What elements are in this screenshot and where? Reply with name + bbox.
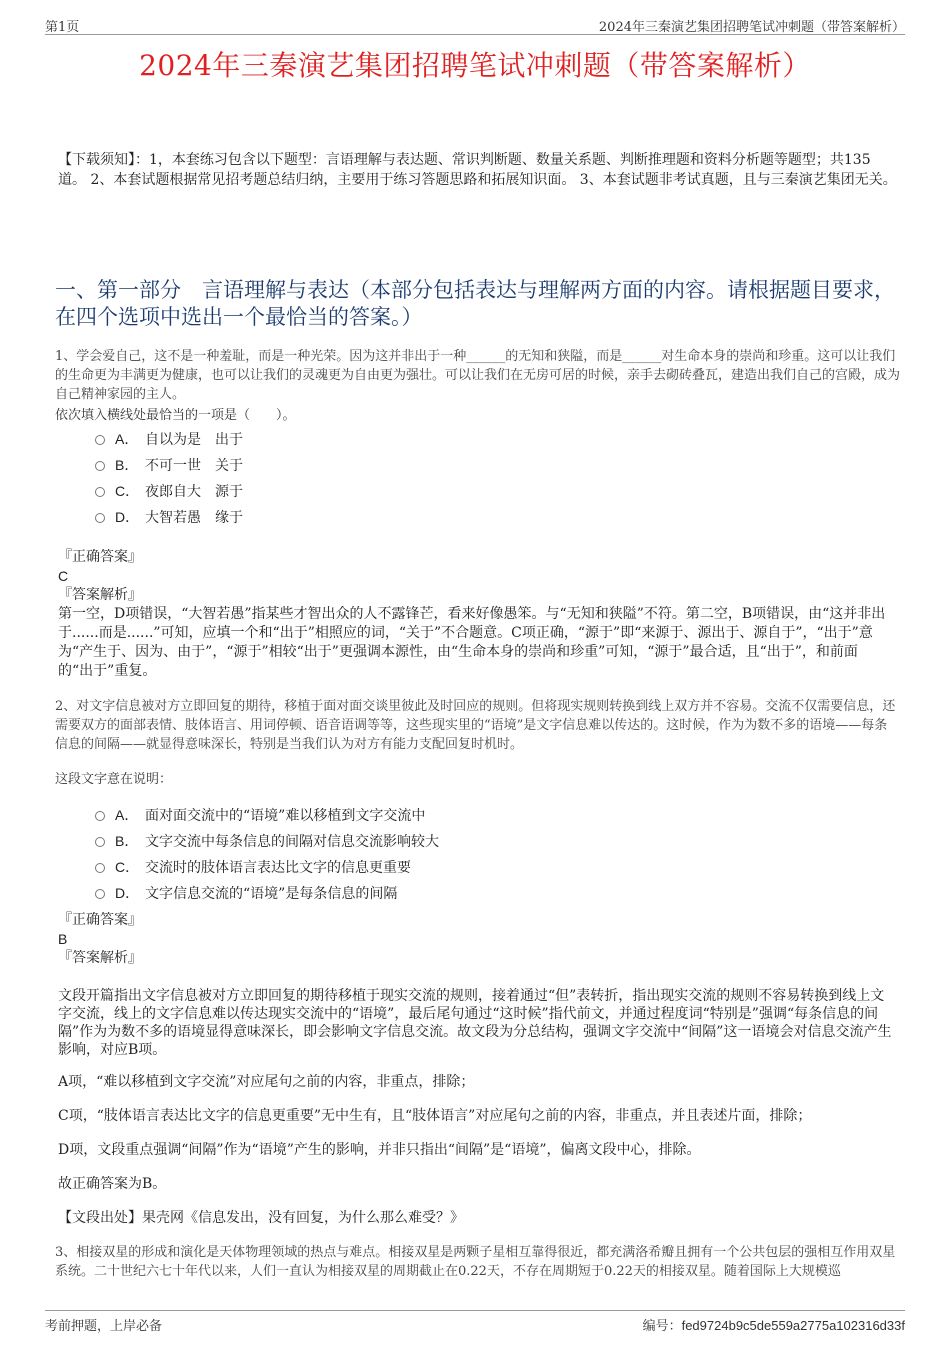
q1-answer-block	[58, 548, 893, 681]
analysis-text: 第一空，D项错误，“大智若愚”指某些才智出众的人不露锋芒，看来好像愚笨。与“无知和狭隘”不符。第二空，B项错误，由“这并非出于......而是......”可知，应填一个和“出于”相照应的词，“关于”不合题意。C项正确，“源于”即“来源于、源出于、源自于”，“出于”意为“产生于、因为、由于”，“源于”相较“出于”更强调本源性，由“生命本身的崇尚和珍重”可知，“源于”最合适，且“出于”，和前面的“出于”重复。	[58, 606, 886, 679]
analysis-label: 『答案解析』	[58, 950, 142, 966]
radio-icon[interactable]	[95, 435, 105, 445]
q1-option-b[interactable]: B． 不可一世 关于	[95, 452, 243, 478]
q2-answer-block	[58, 911, 893, 968]
q2-option-d[interactable]: D． 文字信息交流的“语境”是每条信息的间隔	[95, 880, 439, 906]
q2-stem: 2、对文字信息被对方立即回复的期待，移植于面对面交谈里彼此及时回应的规则。但将现实规则转换到线上双方并不容易。交流不仅需要信息，还需要双方的面部表情、肢体语言、用词停顿、语音语调等等，这些现实里的“语境”是文字信息难以传达的。这时候，作为为数不多的语境——每条信息的间隔——就显得意味深长，特别是当我们认为对方有能力支配回复时机时。	[55, 699, 896, 752]
radio-icon[interactable]	[95, 837, 105, 847]
q2-options	[95, 802, 439, 906]
q1-prompt: 依次填入横线处最恰当的一项是（ ）。	[55, 408, 296, 423]
q2-analysis-a: A项，“难以移植到文字交流”对应尾句之前的内容，非重点，排除；	[58, 1074, 475, 1090]
download-notice: 【下载须知】：1，本套练习包含以下题型：言语理解与表达题、常识判断题、数量关系题、判断推理题和资料分析题等题型；共135道。 2、本套试题根据常见招考题总结归纳，主要用于练习答题思路和拓展知识面。 3、本套试题非考试真题，且与三秦演艺集团无关。	[58, 152, 897, 188]
q2-prompt: 这段文字意在说明：	[55, 772, 173, 787]
header-doc-title: 2024年三秦演艺集团招聘笔试冲刺题（带答案解析）	[598, 20, 905, 35]
q2-source: 【文段出处】果壳网《信息发出，没有回复，为什么那么难受？》	[58, 1210, 464, 1226]
q2-analysis-c: C项，“肢体语言表达比文字的信息更重要”无中生有，且“肢体语言”对应尾句之前的内容，非重点，并且表述片面，排除；	[58, 1108, 812, 1124]
radio-icon[interactable]	[95, 487, 105, 497]
q2-option-c[interactable]: C． 交流时的肢体语言表达比文字的信息更重要	[95, 854, 439, 880]
q3-stem: 3、相接双星的形成和演化是天体物理领域的热点与难点。相接双星是两颗子星相互靠得很近，都充满洛希瓣且拥有一个公共包层的强相互作用双星系统。二十世纪六七十年代以来，人们一直认为相接双星的周期截止在0.22天，不存在周期短于0.22天的相接双星。随着国际上大规模巡	[55, 1245, 896, 1279]
radio-icon[interactable]	[95, 513, 105, 523]
radio-icon[interactable]	[95, 811, 105, 821]
page-header	[45, 14, 905, 35]
q1-stem: 1、学会爱自己，这不是一种羞耻，而是一种光荣。因为这并非出于一种______的无知和狭隘，而是______对生命本身的崇尚和珍重。这可以让我们的生命更为丰满更为健康，也可以让我们的灵魂更为自由更为强壮。可以让我们在无房可居的时候，亲手去砌砖叠瓦，建造出我们自己的宫殿，成为自己精神家园的主人。	[55, 349, 901, 402]
q2-analysis-d: D项，文段重点强调“间隔”作为“语境”产生的影响，并非只指出“间隔”是“语境”，偏离文段中心，排除。	[58, 1142, 701, 1158]
radio-icon[interactable]	[95, 863, 105, 873]
q2-option-a[interactable]: A． 面对面交流中的“语境”难以移植到文字交流中	[95, 802, 439, 828]
correct-answer: C	[58, 568, 69, 584]
q2-analysis-main: 文段开篇指出文字信息被对方立即回复的期待移植于现实交流的规则，接着通过“但”表转折，指出现实交流的规则不容易转换到线上文字交流，线上的文字信息难以传达现实交流中的“语境”，最后尾句通过“这时候”指代前文，并通过程度词“特别是”强调“每条信息的间隔”作为为数不多的语境显得意味深长，即会影响文字信息交流。故文段为分总结构，强调文字交流中“间隔”这一语境会对信息交流产生影响，对应B项。	[58, 988, 892, 1058]
section-heading: 一、第一部分 言语理解与表达（本部分包括表达与理解两方面的内容。请根据题目要求，在四个选项中选出一个最恰当的答案。）	[55, 278, 895, 329]
footer-slogan: 考前押题，上岸必备	[45, 1319, 163, 1334]
page-number: 第1页	[45, 20, 80, 35]
footer-doc-id: 编号：fed9724b9c5de559a2775a102316d33f	[642, 1318, 905, 1333]
radio-icon[interactable]	[95, 889, 105, 899]
answer-label: 『正确答案』	[58, 549, 142, 565]
page-footer	[45, 1310, 905, 1334]
q2-conclusion: 故正确答案为B。	[58, 1176, 167, 1192]
q1-options	[95, 426, 243, 530]
answer-label: 『正确答案』	[58, 912, 142, 928]
document-title: 2024年三秦演艺集团招聘笔试冲刺题（带答案解析）	[139, 49, 811, 82]
q1-option-c[interactable]: C． 夜郎自大 源于	[95, 478, 243, 504]
q1-option-a[interactable]: A． 自以为是 出于	[95, 426, 243, 452]
radio-icon[interactable]	[95, 461, 105, 471]
analysis-label: 『答案解析』	[58, 587, 142, 603]
correct-answer: B	[58, 931, 68, 947]
q1-option-d[interactable]: D． 大智若愚 缘于	[95, 504, 243, 530]
q2-option-b[interactable]: B． 文字交流中每条信息的间隔对信息交流影响较大	[95, 828, 439, 854]
